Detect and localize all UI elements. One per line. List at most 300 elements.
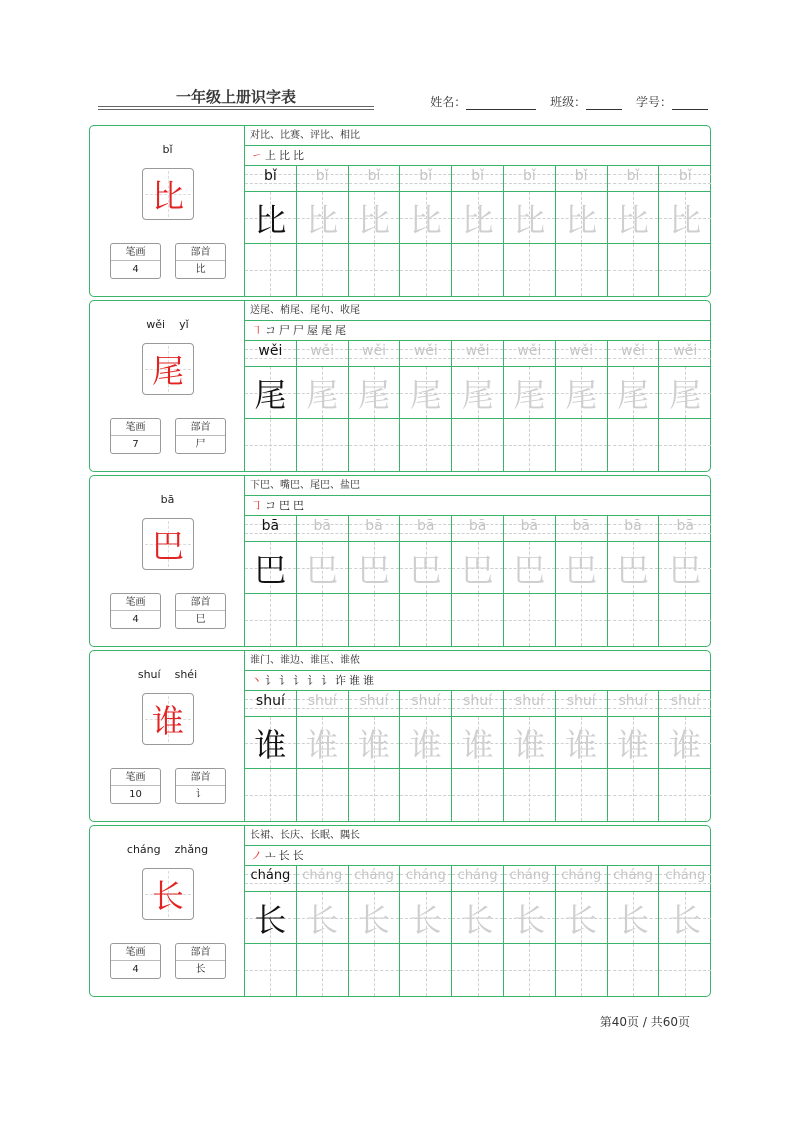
tian-grid-cell[interactable] — [452, 192, 504, 244]
practice-char: 长 — [461, 900, 494, 939]
practice-column — [556, 691, 608, 821]
practice-pinyin: wěi — [621, 343, 645, 359]
empty-tian-grid-cell[interactable] — [608, 944, 660, 996]
practice-column — [245, 166, 297, 296]
practice-pinyin: bā — [261, 518, 280, 534]
tian-grid-cell[interactable] — [245, 192, 297, 244]
class-label: 班级： — [550, 95, 587, 109]
practice-pinyin: bā — [365, 518, 383, 534]
empty-tian-grid-cell[interactable] — [659, 419, 711, 471]
pinyin-reading: shuí — [137, 668, 161, 681]
stroke-step: 巴 — [279, 499, 290, 512]
stroke-step: 上 — [265, 149, 276, 162]
empty-tian-grid-cell[interactable] — [659, 769, 711, 821]
character-card — [89, 475, 711, 647]
pinyin-cell[interactable] — [556, 166, 608, 192]
tian-grid-cell[interactable] — [608, 892, 660, 944]
pinyin-cell[interactable] — [245, 516, 297, 542]
page-title: 一年级上册识字表 — [175, 88, 296, 106]
pinyin-reading: yǐ — [179, 318, 189, 331]
empty-tian-grid-cell[interactable] — [400, 769, 452, 821]
stroke-step: 谁 — [363, 674, 374, 687]
empty-tian-grid-cell[interactable] — [608, 244, 660, 296]
tian-grid-cell[interactable] — [659, 717, 711, 769]
practice-char: 比 — [461, 200, 494, 239]
practice-column — [297, 341, 349, 471]
character-card — [89, 825, 711, 997]
pinyin-reading: cháng — [126, 843, 161, 856]
pinyin-cell[interactable] — [556, 516, 608, 542]
empty-tian-grid-cell[interactable] — [297, 769, 349, 821]
tian-grid-cell[interactable] — [400, 367, 452, 419]
tian-grid-cell[interactable] — [400, 192, 452, 244]
stroke-step: 讠 — [321, 674, 332, 687]
word-examples: 送尾、梢尾、尾句、收尾 — [245, 301, 710, 321]
empty-tian-grid-cell[interactable] — [349, 944, 401, 996]
practice-column — [349, 166, 401, 296]
id-label: 学号： — [635, 95, 672, 109]
practice-grid — [245, 516, 712, 646]
practice-pinyin: wěi — [673, 343, 698, 359]
practice-pinyin: bā — [520, 518, 539, 534]
stroke-step: 谁 — [349, 674, 360, 687]
empty-tian-grid-cell[interactable] — [504, 419, 556, 471]
empty-tian-grid-cell[interactable] — [556, 244, 608, 296]
tian-grid-cell[interactable] — [349, 192, 401, 244]
tian-grid-cell[interactable] — [297, 367, 349, 419]
pinyin-cell[interactable] — [349, 341, 401, 367]
practice-column — [608, 341, 660, 471]
radical-label: 部首 — [176, 244, 225, 261]
tian-grid-cell[interactable] — [245, 717, 297, 769]
tian-grid-cell[interactable] — [504, 192, 556, 244]
empty-tian-grid-cell[interactable] — [452, 419, 504, 471]
practice-char: 尾 — [616, 375, 649, 414]
pinyin-cell[interactable] — [349, 691, 401, 717]
pinyin-cell[interactable] — [556, 691, 608, 717]
tian-grid-cell[interactable] — [556, 367, 608, 419]
pinyin-cell[interactable] — [349, 166, 401, 192]
empty-tian-grid-cell[interactable] — [556, 944, 608, 996]
practice-column — [349, 691, 401, 821]
practice-grid — [245, 691, 712, 821]
tian-grid-cell[interactable] — [297, 717, 349, 769]
practice-pinyin: wěi — [569, 343, 594, 359]
pinyin-cell[interactable] — [608, 691, 660, 717]
tian-grid-cell[interactable] — [608, 542, 660, 594]
pinyin-reading: zhǎng — [174, 843, 209, 856]
stroke-step: 讠 — [279, 674, 290, 687]
stroke-count-label: 笔画 — [111, 594, 160, 611]
pinyin-reading: shéi — [174, 668, 198, 681]
main-character: 谁 — [151, 702, 184, 740]
practice-char: 比 — [254, 200, 287, 239]
tian-grid-cell[interactable] — [400, 542, 452, 594]
empty-tian-grid-cell[interactable] — [245, 769, 297, 821]
empty-tian-grid-cell[interactable] — [556, 594, 608, 646]
stroke-step: 尾 — [335, 324, 346, 337]
page-number: 第40页 / 共60页 — [599, 1015, 690, 1029]
practice-column — [245, 691, 297, 821]
pinyin-cell[interactable] — [608, 341, 660, 367]
tian-grid-cell[interactable] — [400, 717, 452, 769]
tian-grid-cell[interactable] — [400, 892, 452, 944]
practice-column — [504, 166, 556, 296]
empty-tian-grid-cell[interactable] — [349, 594, 401, 646]
pinyin-cell[interactable] — [297, 866, 349, 892]
practice-column — [400, 866, 452, 996]
stroke-count-value: 4 — [132, 264, 139, 275]
practice-char: 谁 — [616, 725, 649, 764]
practice-column — [608, 866, 660, 996]
tian-grid-cell[interactable] — [452, 367, 504, 419]
pinyin-cell[interactable] — [245, 341, 297, 367]
practice-char: 比 — [357, 200, 390, 239]
pinyin-cell[interactable] — [504, 691, 556, 717]
practice-char: 巴 — [669, 550, 702, 589]
empty-tian-grid-cell[interactable] — [659, 594, 711, 646]
stroke-step: 比 — [293, 149, 304, 162]
stroke-step: 讠 — [265, 674, 276, 687]
practice-char: 尾 — [513, 375, 546, 414]
tian-grid-cell[interactable] — [659, 542, 711, 594]
stroke-order — [245, 846, 710, 866]
stroke-count-label: 笔画 — [111, 419, 160, 436]
pinyin-cell[interactable] — [452, 166, 504, 192]
stroke-step: 尸 — [293, 324, 304, 337]
tian-grid-cell[interactable] — [556, 717, 608, 769]
empty-tian-grid-cell[interactable] — [400, 244, 452, 296]
practice-char: 尾 — [254, 375, 287, 414]
tian-grid-cell[interactable] — [245, 367, 297, 419]
practice-pinyin: bǐ — [471, 168, 484, 184]
pinyin-cell[interactable] — [297, 166, 349, 192]
practice-char: 谁 — [565, 725, 598, 764]
practice-pinyin: wěi — [465, 343, 490, 359]
practice-char: 长 — [616, 900, 649, 939]
stroke-count-label: 笔画 — [111, 769, 160, 786]
practice-pinyin: bǐ — [264, 168, 277, 184]
pinyin-cell[interactable] — [659, 691, 711, 717]
practice-pinyin: shuí — [359, 693, 389, 709]
practice-pinyin: shuí — [411, 693, 441, 709]
stroke-count-box — [110, 418, 161, 454]
radical-label: 部首 — [176, 769, 225, 786]
pinyin-cell[interactable] — [452, 341, 504, 367]
class-blank[interactable] — [586, 98, 622, 110]
practice-column — [245, 516, 297, 646]
practice-column — [400, 691, 452, 821]
character-box — [142, 518, 194, 570]
practice-pinyin: wěi — [413, 343, 438, 359]
tian-grid-cell[interactable] — [659, 367, 711, 419]
practice-pinyin: bā — [624, 518, 642, 534]
empty-tian-grid-cell[interactable] — [556, 769, 608, 821]
word-examples: 对比、比赛、评比、相比 — [245, 126, 710, 146]
practice-char: 比 — [565, 200, 598, 239]
tian-grid-cell[interactable] — [556, 542, 608, 594]
practice-column — [504, 691, 556, 821]
stroke-order — [245, 146, 710, 166]
stroke-step: ノ — [251, 849, 262, 862]
tian-grid-cell[interactable] — [504, 367, 556, 419]
empty-tian-grid-cell[interactable] — [452, 944, 504, 996]
pinyin-cell[interactable] — [556, 341, 608, 367]
practice-pinyin: bā — [572, 518, 590, 534]
student-fields — [430, 93, 708, 110]
practice-char: 巴 — [565, 550, 598, 589]
pinyin-cell[interactable] — [245, 166, 297, 192]
radical-box — [175, 943, 226, 979]
practice-pinyin: bǐ — [315, 168, 329, 184]
pinyin-reading: wěi — [146, 318, 166, 331]
pinyin-cell[interactable] — [400, 166, 452, 192]
stroke-step: 讠 — [307, 674, 318, 687]
tian-grid-cell[interactable] — [504, 542, 556, 594]
empty-tian-grid-cell[interactable] — [400, 419, 452, 471]
stroke-count-value: 4 — [132, 964, 139, 975]
main-character: 尾 — [151, 352, 184, 390]
practice-panel — [245, 476, 710, 646]
radical-label: 部首 — [176, 419, 225, 436]
stroke-count-box — [110, 243, 161, 279]
pinyin-cell[interactable] — [400, 341, 452, 367]
practice-char: 巴 — [254, 550, 287, 589]
pinyin-cell[interactable] — [608, 516, 660, 542]
tian-grid-cell[interactable] — [297, 192, 349, 244]
practice-pinyin: cháng — [354, 868, 394, 883]
empty-tian-grid-cell[interactable] — [349, 244, 401, 296]
pinyin-cell[interactable] — [659, 341, 711, 367]
practice-char: 谁 — [306, 725, 339, 764]
tian-grid-cell[interactable] — [349, 717, 401, 769]
practice-pinyin: bǐ — [626, 168, 640, 184]
empty-tian-grid-cell[interactable] — [608, 594, 660, 646]
empty-tian-grid-cell[interactable] — [400, 944, 452, 996]
practice-char: 长 — [565, 900, 598, 939]
pinyin-cell[interactable] — [556, 866, 608, 892]
practice-grid — [245, 341, 712, 471]
stroke-step: ㇀ — [251, 149, 262, 162]
empty-tian-grid-cell[interactable] — [297, 244, 349, 296]
practice-pinyin: shuí — [618, 693, 648, 709]
tian-grid-cell[interactable] — [608, 717, 660, 769]
stroke-step: 比 — [279, 149, 290, 162]
radical-value: 比 — [195, 264, 206, 275]
empty-tian-grid-cell[interactable] — [659, 944, 711, 996]
empty-tian-grid-cell[interactable] — [556, 419, 608, 471]
tian-grid-cell[interactable] — [349, 892, 401, 944]
practice-column — [504, 341, 556, 471]
pinyin-cell[interactable] — [659, 866, 711, 892]
stroke-step: ㇆ — [251, 499, 262, 512]
radical-box — [175, 418, 226, 454]
stroke-count-label: 笔画 — [111, 244, 160, 261]
pinyin-cell[interactable] — [349, 516, 401, 542]
tian-grid-cell[interactable] — [452, 892, 504, 944]
pinyin-cell[interactable] — [504, 516, 556, 542]
empty-tian-grid-cell[interactable] — [504, 769, 556, 821]
tian-grid-cell[interactable] — [452, 542, 504, 594]
practice-pinyin: cháng — [613, 868, 653, 883]
word-examples: 下巴、嘴巴、尾巴、盐巴 — [245, 476, 710, 496]
empty-tian-grid-cell[interactable] — [504, 244, 556, 296]
practice-column — [400, 166, 452, 296]
practice-pinyin: bǐ — [367, 168, 381, 184]
pinyin-cell[interactable] — [452, 691, 504, 717]
empty-tian-grid-cell[interactable] — [452, 594, 504, 646]
name-blank[interactable] — [466, 98, 536, 110]
practice-panel — [245, 301, 710, 471]
word-examples: 谁门、谁边、谁匡、谁侬 — [245, 651, 710, 671]
practice-pinyin: shuí — [670, 693, 700, 709]
practice-pinyin: bǐ — [574, 168, 588, 184]
tian-grid-cell[interactable] — [297, 542, 349, 594]
practice-char: 尾 — [461, 375, 494, 414]
stroke-step: 诈 — [335, 674, 346, 687]
empty-tian-grid-cell[interactable] — [349, 419, 401, 471]
stroke-order — [245, 496, 710, 516]
id-blank[interactable] — [672, 98, 708, 110]
pinyin-cell[interactable] — [400, 516, 452, 542]
practice-char: 长 — [357, 900, 390, 939]
practice-char: 巴 — [409, 550, 442, 589]
pinyin-cell[interactable] — [452, 866, 504, 892]
pinyin-cell[interactable] — [245, 691, 297, 717]
practice-column — [504, 516, 556, 646]
pinyin-cell[interactable] — [297, 516, 349, 542]
pinyin-cell[interactable] — [245, 866, 297, 892]
stroke-count-box — [110, 768, 161, 804]
practice-pinyin: bā — [313, 518, 331, 534]
tian-grid-cell[interactable] — [608, 192, 660, 244]
practice-column — [297, 691, 349, 821]
pinyin-cell[interactable] — [349, 866, 401, 892]
stroke-step: 丶 — [251, 674, 262, 687]
stroke-step: 长 — [278, 849, 290, 862]
stroke-step: ㅗ — [265, 849, 276, 862]
empty-tian-grid-cell[interactable] — [452, 769, 504, 821]
empty-tian-grid-cell[interactable] — [297, 594, 349, 646]
tian-grid-cell[interactable] — [659, 192, 711, 244]
practice-char: 比 — [409, 200, 442, 239]
pinyin-cell[interactable] — [659, 516, 711, 542]
empty-tian-grid-cell[interactable] — [400, 594, 452, 646]
practice-pinyin: shuí — [566, 693, 596, 709]
main-character: 长 — [151, 877, 184, 915]
empty-tian-grid-cell[interactable] — [245, 419, 297, 471]
practice-pinyin: cháng — [250, 868, 291, 883]
pinyin-cell[interactable] — [297, 341, 349, 367]
empty-tian-grid-cell[interactable] — [297, 419, 349, 471]
empty-tian-grid-cell[interactable] — [245, 244, 297, 296]
practice-pinyin: bǐ — [678, 168, 692, 184]
pinyin-cell[interactable] — [659, 166, 711, 192]
character-info-panel — [90, 826, 245, 996]
title-underline-2 — [98, 109, 374, 110]
pinyin-cell[interactable] — [504, 341, 556, 367]
practice-char: 比 — [306, 200, 339, 239]
practice-column — [608, 166, 660, 296]
empty-tian-grid-cell[interactable] — [349, 769, 401, 821]
practice-pinyin: cháng — [665, 868, 706, 883]
practice-pinyin: cháng — [405, 868, 446, 883]
empty-tian-grid-cell[interactable] — [452, 244, 504, 296]
practice-column — [452, 166, 504, 296]
pinyin-cell[interactable] — [608, 866, 660, 892]
practice-grid — [245, 166, 712, 296]
practice-panel — [245, 826, 710, 996]
practice-pinyin: cháng — [457, 868, 498, 883]
empty-tian-grid-cell[interactable] — [659, 244, 711, 296]
practice-char: 长 — [669, 900, 702, 939]
pinyin-cell[interactable] — [452, 516, 504, 542]
tian-grid-cell[interactable] — [349, 542, 401, 594]
practice-column — [556, 516, 608, 646]
stroke-step: 尸 — [279, 324, 290, 337]
pinyin-cell[interactable] — [608, 166, 660, 192]
tian-grid-cell[interactable] — [297, 892, 349, 944]
character-box — [142, 168, 194, 220]
practice-pinyin: wěi — [310, 343, 335, 359]
radical-box — [175, 768, 226, 804]
tian-grid-cell[interactable] — [556, 192, 608, 244]
empty-tian-grid-cell[interactable] — [504, 594, 556, 646]
tian-grid-cell[interactable] — [504, 717, 556, 769]
tian-grid-cell[interactable] — [608, 367, 660, 419]
empty-tian-grid-cell[interactable] — [608, 419, 660, 471]
empty-tian-grid-cell[interactable] — [608, 769, 660, 821]
tian-grid-cell[interactable] — [349, 367, 401, 419]
pinyin-cell[interactable] — [400, 691, 452, 717]
tian-grid-cell[interactable] — [452, 717, 504, 769]
practice-char: 长 — [409, 900, 442, 939]
practice-char: 谁 — [254, 725, 287, 764]
character-info-panel — [90, 476, 245, 646]
practice-column — [556, 866, 608, 996]
tian-grid-cell[interactable] — [504, 892, 556, 944]
stroke-step: コ — [265, 324, 276, 337]
empty-tian-grid-cell[interactable] — [245, 594, 297, 646]
stroke-count-value: 7 — [132, 439, 139, 450]
stroke-count-value: 4 — [132, 614, 139, 625]
tian-grid-cell[interactable] — [245, 892, 297, 944]
title-underline — [98, 106, 374, 107]
pinyin-header — [90, 493, 245, 506]
tian-grid-cell[interactable] — [556, 892, 608, 944]
main-character: 巴 — [151, 527, 184, 565]
character-info-panel — [90, 301, 245, 471]
tian-grid-cell[interactable] — [245, 542, 297, 594]
empty-tian-grid-cell[interactable] — [245, 944, 297, 996]
character-info-panel — [90, 126, 245, 296]
character-box — [142, 868, 194, 920]
pinyin-reading: bǐ — [162, 143, 173, 156]
pinyin-cell[interactable] — [504, 166, 556, 192]
practice-column — [297, 166, 349, 296]
radical-label: 部首 — [176, 594, 225, 611]
pinyin-cell[interactable] — [504, 866, 556, 892]
empty-tian-grid-cell[interactable] — [504, 944, 556, 996]
practice-pinyin: wěi — [517, 343, 542, 359]
pinyin-cell[interactable] — [297, 691, 349, 717]
tian-grid-cell[interactable] — [659, 892, 711, 944]
pinyin-header — [90, 843, 245, 856]
practice-column — [659, 866, 711, 996]
pinyin-cell[interactable] — [400, 866, 452, 892]
empty-tian-grid-cell[interactable] — [297, 944, 349, 996]
stroke-step: コ — [265, 499, 276, 512]
